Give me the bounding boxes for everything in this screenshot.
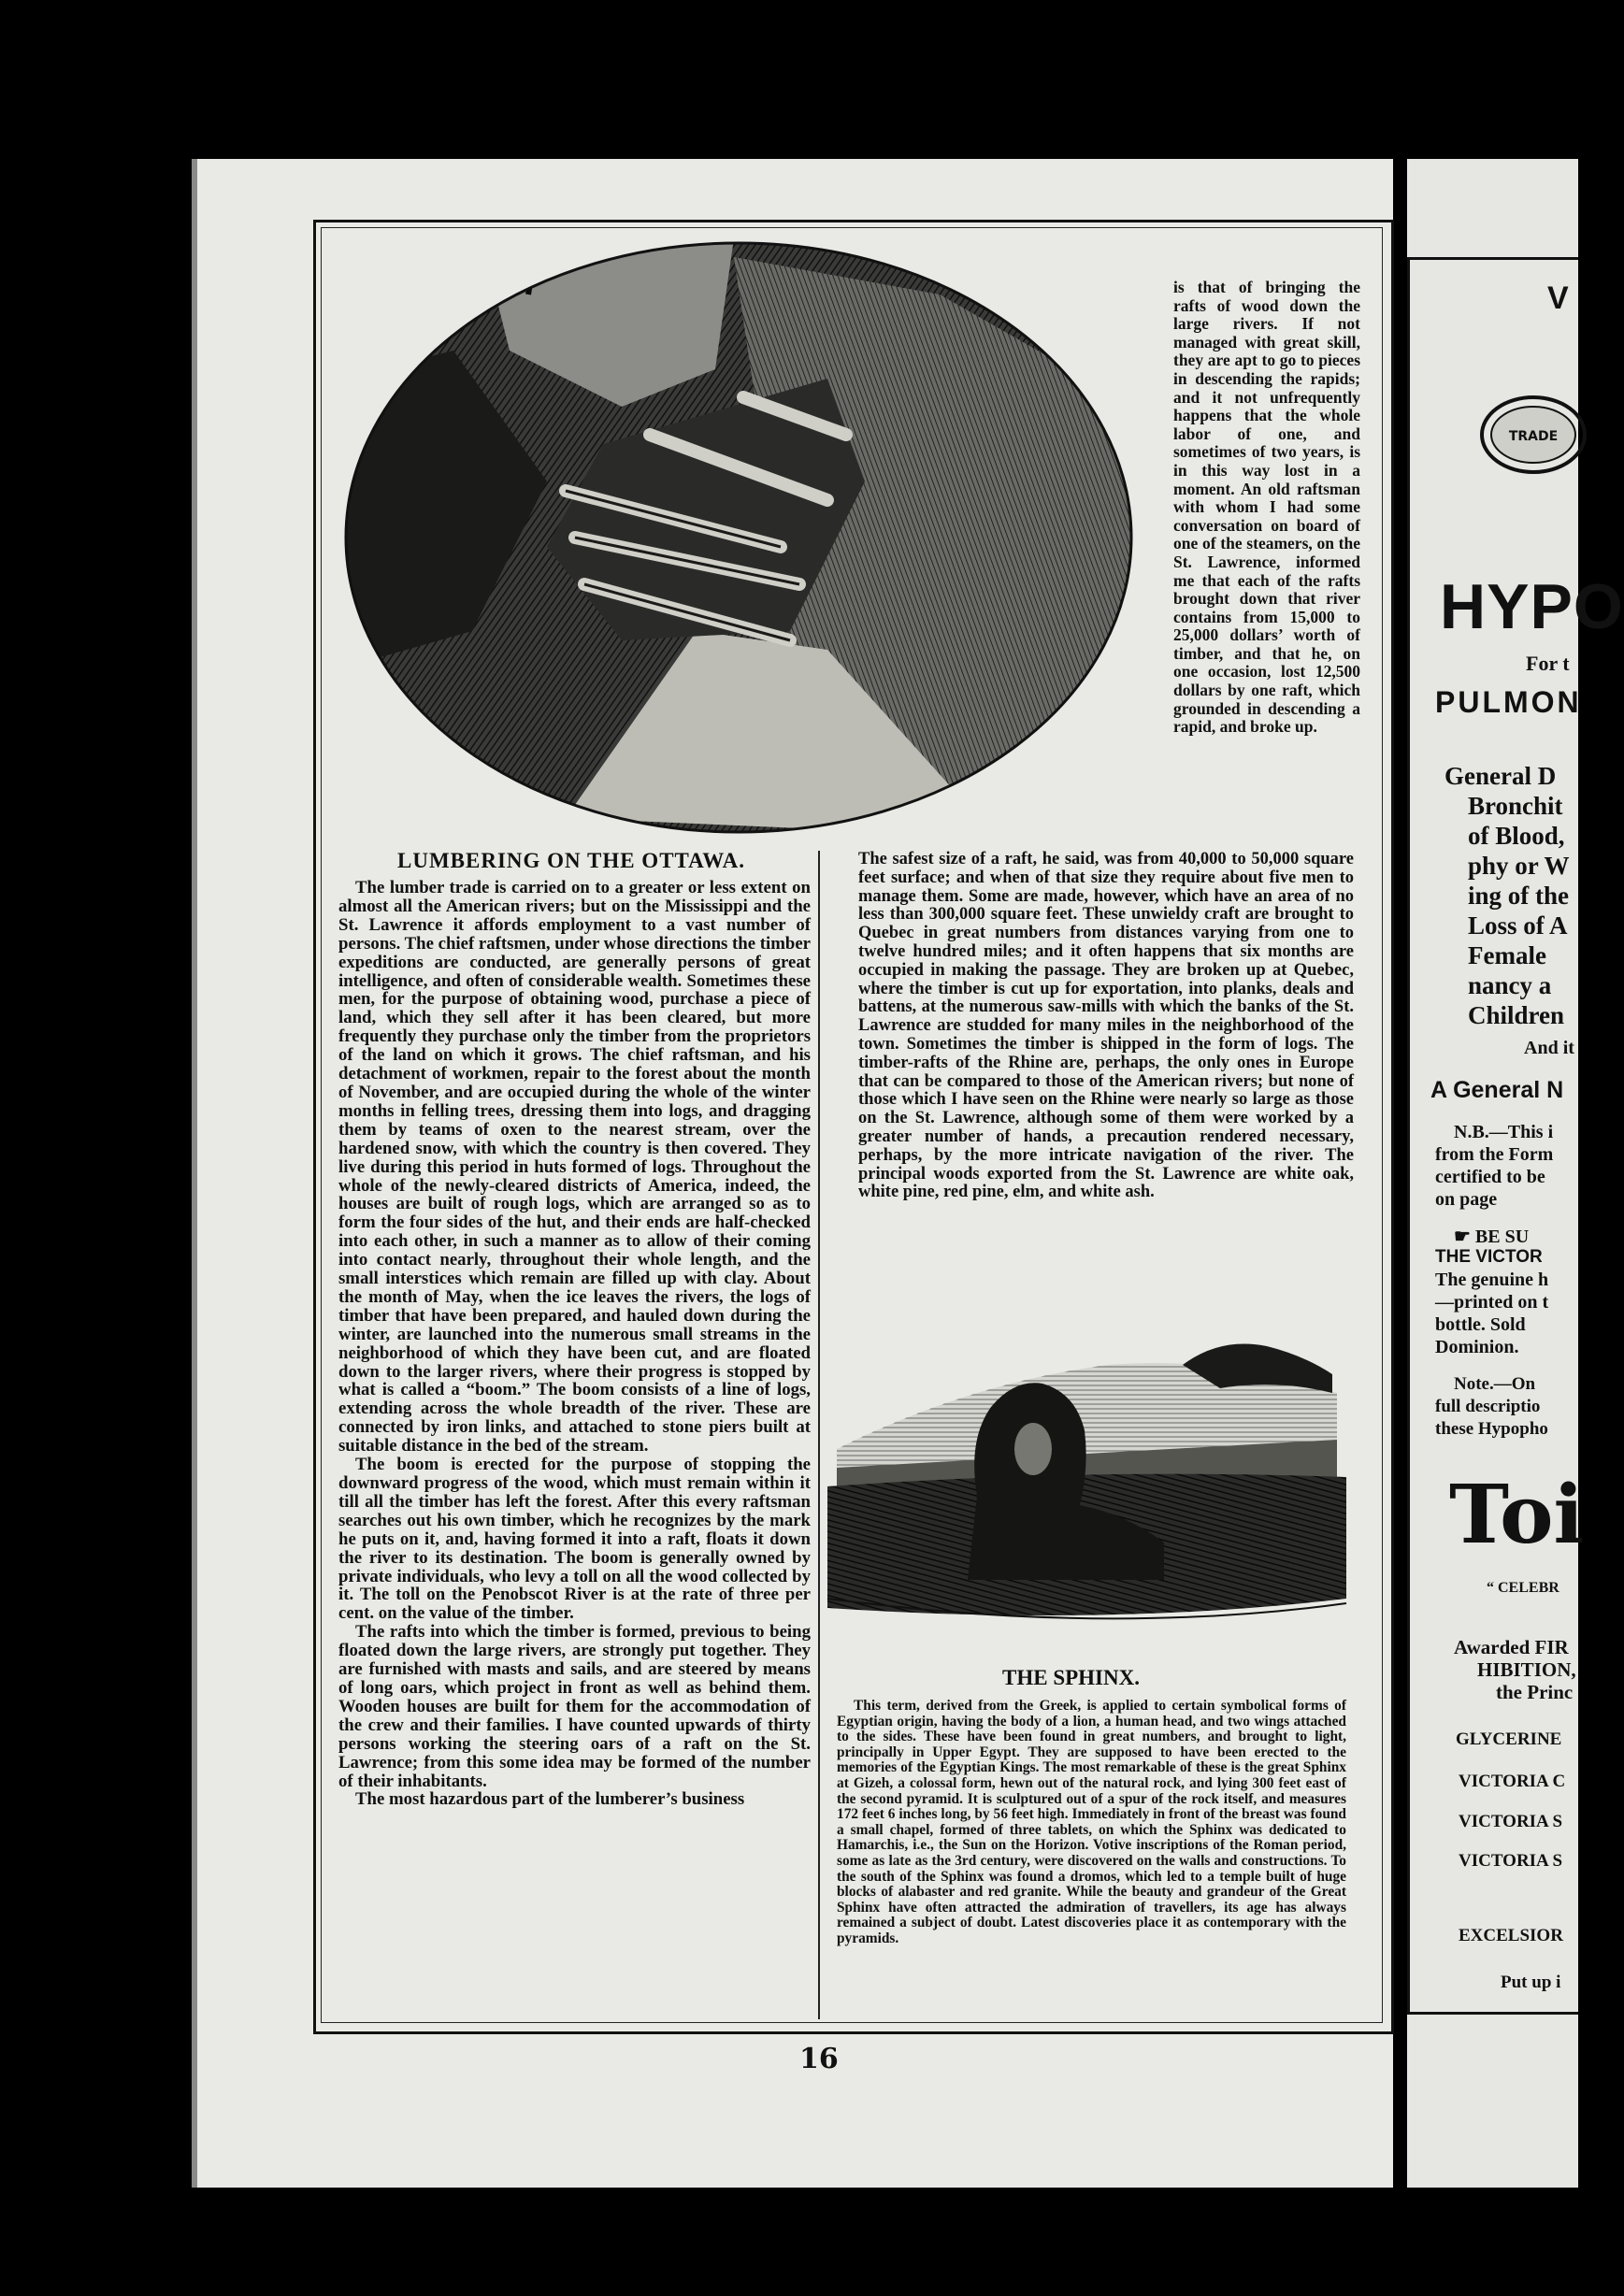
lumbering-right-column-top	[1173, 279, 1360, 737]
rp-line-from: from the Form	[1435, 1144, 1554, 1165]
rp-line-certified: certified to be	[1435, 1167, 1545, 1187]
rp-line-hypo: HYPO	[1440, 571, 1624, 642]
rp-line-put-up: Put up i	[1501, 1973, 1561, 1992]
rp-line-dominion: Dominion.	[1435, 1337, 1519, 1357]
column-divider	[818, 851, 820, 2019]
sphinx-engraving-image	[827, 1327, 1346, 1636]
lumbering-engraving-image	[341, 238, 1136, 837]
lumbering-continued-text: is that of bringing the rafts of wood down the large rivers. If not managed with great skill, they are apt to go to pieces in descending the rapids; and it not unfrequently happens that the whole labor of one, and sometimes of two years, is in this way lost in a moment. An old raftsman with whom I had some conversation on board of one of the steamers, on the St. Lawrence, informed me that each of the rafts brought down that river contains from 15,000 to 25,000 dollars’ worth of timber, and that he, on one occasion, lost 12,500 dollars by one raft, which grounded in descending a rapid, and broke up.	[1173, 278, 1360, 737]
lumbering-right-column-bottom	[858, 851, 1354, 1202]
rp-line-nancy: nancy a	[1468, 971, 1552, 999]
rp-line-victoria-s2: VICTORIA S	[1459, 1851, 1563, 1871]
rp-line-pulmon: PULMON	[1435, 685, 1582, 719]
rp-line-and-it: And it	[1524, 1038, 1574, 1058]
sphinx-title: THE SPHINX.	[1002, 1666, 1140, 1689]
rp-line-these: these Hypopho	[1435, 1419, 1548, 1439]
rp-line-for: For t	[1526, 652, 1570, 675]
lumbering-left-column	[338, 879, 811, 1809]
rp-line-blood: of Blood,	[1468, 822, 1565, 850]
lumbering-paragraph-2: The boom is erected for the purpose of stopping the downward progress of the wood, which must remain within it till all the timber has left the forest. After this every raftsman searches out his own timber, which he recognizes by the mark he puts on it, and, having formed it into a raft, floats it down the river to its destination. The boom is generally owned by private individuals, who levy a toll on all the wood collected by it. The toll on the Penobscot River is at the rate of three per cent. on the value of the timber.	[338, 1455, 811, 1624]
lumbering-raft-size-paragraph: The safest size of a raft, he said, was from 40,000 to 50,000 square feet surface; and when of that size they require about five men to manage them. Some are made, however, which have an area of no less than 300,000 square feet. These unwieldy craft are brought to Quebec in great numbers from distances varying from one to twelve hundred miles; and it often happens that six months are occupied in making the passage. They are broken up at Quebec, where the timber is cut up for exportation, into planks, deals and battens, at the numerous saw-mills with which the banks of the St. Lawrence are studded for many miles in the neighborhood of the town. Sometimes the timber is shipped in the form of logs. The timber-rafts of the Rhine are, perhaps, the only ones in Europe that can be compared to those of the American rivers; but none of those which I have seen on the Rhine were nearly so large as those on the St. Lawrence, although some of them were worked by a greater number of hands, a precaution rendered necessary, perhaps, by the more intricate navigation of the river. The principal woods exported from the St. Lawrence are white oak, white pine, red pine, elm, and white ash.	[858, 850, 1354, 1202]
rp-line-hibition: HIBITION,	[1477, 1658, 1576, 1681]
rp-line-be-su: ☛ BE SU	[1454, 1227, 1530, 1247]
lumbering-title: LUMBERING ON THE OTTAWA.	[397, 849, 746, 872]
rp-line-victor: THE VICTOR	[1435, 1247, 1543, 1267]
rp-line-bronchit: Bronchit	[1468, 792, 1563, 820]
rp-line-children: Children	[1468, 1001, 1565, 1029]
rp-line-victoria-s1: VICTORIA S	[1459, 1812, 1563, 1831]
rp-line-v: V	[1547, 280, 1569, 316]
rp-line-awarded: Awarded FIR	[1454, 1636, 1569, 1658]
seal-text: TRADE	[1508, 429, 1559, 444]
trade-mark-seal-icon	[1477, 388, 1589, 481]
lumbering-paragraph-3: The rafts into which the timber is formed, previous to being floated down the large rivers, are strongly put together. They are furnished with masts and sails, and are steered by means of long oars, which project in front as well as behind them. Wooden houses are built for them for the accommodation of the crew and their families. I have counted upwards of thirty persons working the steering oars of a raft on the St. Lawrence; from this some idea may be formed of the number of their inhabitants.	[338, 1622, 811, 1791]
rp-line-nb: N.B.—This i	[1454, 1122, 1554, 1142]
rp-line-princ: the Princ	[1496, 1681, 1574, 1703]
sphinx-paragraph: This term, derived from the Greek, is applied to certain symbolical forms of Egyptian origin, having the body of a lion, a human head, and two wings attached to the sides. These have been found in great numbers, and brought to light, principally in Upper Egypt. They are supposed to have been erected to the memories of the Egyptian Kings. The most remarkable of these is the great Sphinx at Gizeh, a colossal form, hewn out of the natural rock, and lying 300 feet east of the second pyramid. It is sculptured out of a spur of the rock itself, and measures 172 feet 6 inches long, by 56 feet high. Immediately in front of the breast was found a small chapel, formed of three tablets, on which the Sphinx was dedicated to Hamarchis, i.e., the Sun on the Horizon. Votive inscriptions of the Roman period, some as late as the 3rd century, were discovered on the walls and constructions. To the south of the Sphinx was found a dromos, which led to a temple built of huge blocks of alabaster and red granite. While the beauty and grandeur of the Great Sphinx have often attracted the admiration of travellers, its age has always remained a subject of doubt. Latest discoveries place it as contemporary with the pyramids.	[837, 1698, 1346, 1946]
rp-line-victoria-c: VICTORIA C	[1459, 1772, 1566, 1791]
page-number: 16	[799, 2043, 839, 2075]
rp-line-on-page: on page	[1435, 1189, 1498, 1210]
rp-line-general: General D	[1444, 762, 1557, 790]
rp-line-full: full descriptio	[1435, 1397, 1541, 1416]
rp-line-ing: ing of the	[1468, 882, 1569, 910]
rp-line-loss: Loss of A	[1468, 911, 1568, 940]
rp-line-a-general: A General N	[1430, 1077, 1564, 1103]
page-binding-edge	[192, 159, 197, 2188]
rp-line-female: Female	[1468, 941, 1546, 969]
rp-line-toi: Toi	[1449, 1468, 1585, 1562]
rp-line-celebr: “ CELEBR	[1487, 1580, 1559, 1596]
lumbering-paragraph-1: The lumber trade is carried on to a greater or less extent on almost all the American rivers; but on the Mississippi and the St. Lawrence it affords employment to a vast number of persons. The chief raftsmen, under whose directions the timber expeditions are conducted, are generally persons of great intelligence, and often of considerable wealth. Sometimes these men, for the purpose of obtaining wood, purchase a piece of land, which they sell after it has been cleared, but more frequently they purchase only the timber from the proprietors of the land on which it grows. The chief raftsman, and his detachment of workmen, repair to the forest about the month of November, and are occupied during the whole of the winter months in felling trees, dressing them into logs, and dragging them by teams of oxen to the nearest stream, over the hardened snow, with which the country is then covered. They live during this period in huts formed of logs. Throughout the whole of the newly-cleared districts of America, indeed, the houses are built of rough logs, which are arranged so as to form the four sides of the hut, and their ends are half-checked into each other, in such a manner as to allow of their coming into contact nearly, throughout their whole length, and the small interstices which remain are filled up with clay. About the month of May, when the ice leaves the rivers, the logs of timber that have been prepared, and hauled down during the winter, are launched into the numerous small streams in the neighborhood of which they have been cut, and are floated down to the larger rivers, where their progress is stopped by what is called a “boom.” The boom consists of a line of logs, extending across the whole breadth of the river. These are connected by iron links, and attached to stone piers built at suitable distance in the bed of the stream.	[338, 878, 811, 1457]
rp-line-bottle: bottle. Sold	[1435, 1314, 1526, 1335]
lumbering-paragraph-4: The most hazardous part of the lumberer’s business	[355, 1789, 745, 1810]
rp-line-glycerine: GLYCERINE	[1456, 1729, 1562, 1749]
rp-line-genuine: The genuine h	[1435, 1270, 1549, 1290]
sphinx-body	[837, 1699, 1346, 1947]
rp-line-printed: —printed on t	[1435, 1292, 1549, 1313]
rp-line-note: Note.—On	[1454, 1374, 1536, 1394]
rp-line-excelsior: EXCELSIOR	[1459, 1926, 1563, 1945]
rp-line-phy: phy or W	[1468, 852, 1570, 880]
